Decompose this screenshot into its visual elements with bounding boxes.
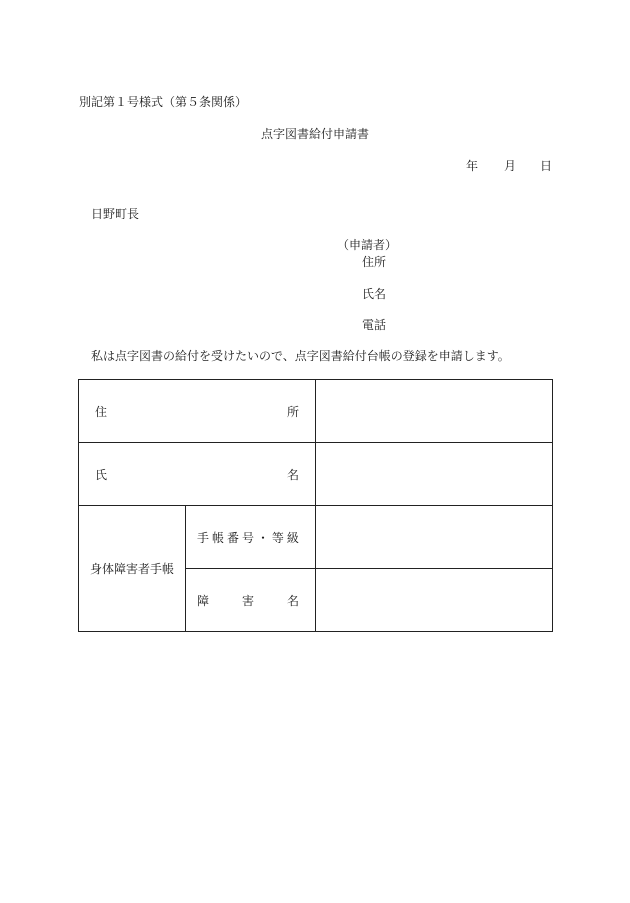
address-header-char: 住 — [95, 404, 108, 419]
disability-name-char: 障 — [197, 593, 210, 608]
name-header-char: 氏 — [95, 467, 108, 482]
name-header-cell — [79, 443, 316, 506]
handbook-number-char: 級 — [286, 530, 299, 545]
handbook-number-char: 号 — [241, 530, 254, 545]
applicant-address-label: 住所 — [362, 255, 387, 269]
table-row — [79, 443, 553, 506]
address-header-char: 所 — [286, 404, 299, 419]
table-row — [79, 506, 553, 569]
application-table — [78, 379, 553, 632]
applicant-label: （申請者） — [337, 238, 398, 252]
applicant-name-label: 氏名 — [362, 287, 387, 301]
name-header — [79, 466, 315, 483]
address-value-cell[interactable] — [316, 380, 553, 443]
handbook-number-value-cell[interactable] — [316, 506, 553, 569]
date-year-label: 年 — [466, 159, 479, 173]
handbook-number-header — [186, 529, 315, 546]
disability-name-char: 害 — [241, 593, 254, 608]
disability-name-value-cell[interactable] — [316, 569, 553, 632]
handbook-number-header-cell — [186, 506, 316, 569]
application-statement: 私は点字図書の給付を受けたいので、点字図書給付台帳の登録を申請します。 — [91, 349, 510, 363]
disability-name-header-cell — [186, 569, 316, 632]
date-day-label: 日 — [540, 159, 553, 173]
address-header — [79, 403, 315, 420]
handbook-number-char: 番 — [226, 530, 239, 545]
document-title: 点字図書給付申請書 — [260, 127, 369, 141]
disability-name-header — [186, 592, 315, 609]
handbook-label-cell — [79, 506, 186, 632]
table-row — [79, 380, 553, 443]
date-month-label: 月 — [504, 159, 517, 173]
name-value-cell[interactable] — [316, 443, 553, 506]
handbook-number-char: 帳 — [211, 530, 224, 545]
form-number: 別記第１号様式（第５条関係） — [79, 95, 248, 109]
name-header-char: 名 — [286, 467, 299, 482]
handbook-number-char: 手 — [197, 530, 210, 545]
addressee: 日野町長 — [91, 207, 140, 221]
applicant-phone-label: 電話 — [362, 318, 387, 332]
address-header-cell — [79, 380, 316, 443]
handbook-label: 身体障害者手帳 — [89, 562, 174, 576]
disability-name-char: 名 — [286, 593, 299, 608]
handbook-number-char: ・ — [256, 530, 269, 545]
handbook-number-char: 等 — [271, 530, 284, 545]
